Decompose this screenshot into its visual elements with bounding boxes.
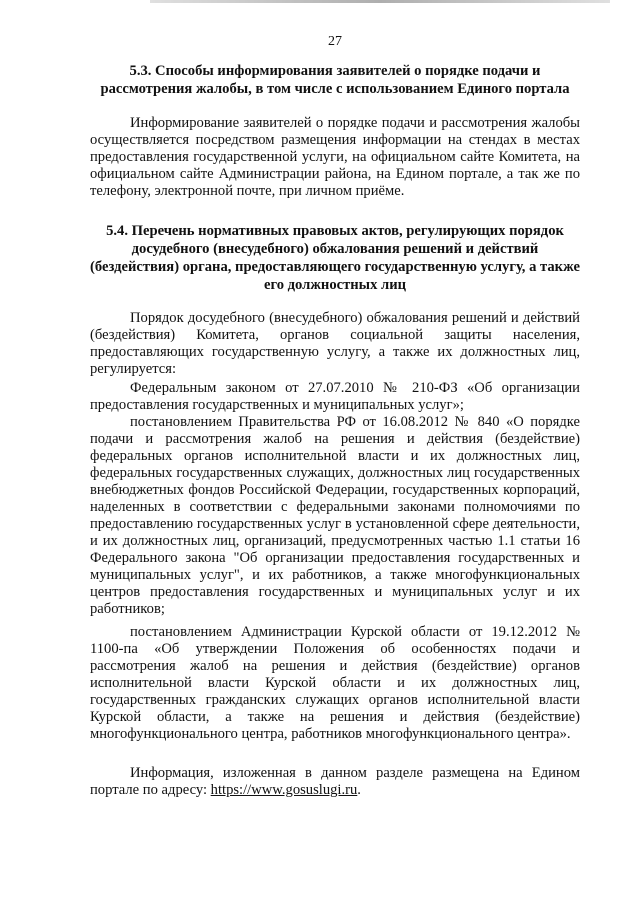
section-5-3-heading: 5.3. Способы информирования заявителей о порядке подачи и рассмотрения жалобы, в том числе с использованием Единого портала bbox=[100, 63, 570, 97]
page-number: 27 bbox=[328, 34, 342, 49]
resolution-1100-pa: постановлением Администрации Курской области от 19.12.2012 № 1100-па «Об утверждении Положения об особенностях подачи и рассмотрения жалоб на решения и действия (бездействие) органов исполнительной власти Курской области и их должностных лиц, государственных гражданских служащих органов исполнительной власти Курской области, а также на решения и действия (бездействие) многофункционального центра, работников многофункционального центра». bbox=[90, 624, 580, 742]
info-text: Информация, изложенная в данном разделе размещена на Едином портале по адресу: bbox=[90, 765, 580, 798]
section-5-4-intro: Порядок досудебного (внесудебного) обжалования решений и действий (бездействия) Комитета, органов социальной защиты населения, предоставляющих государственную услугу, а также их должностных лиц, регулируется: bbox=[90, 310, 580, 377]
gosuslugi-link[interactable]: https://www.gosuslugi.ru bbox=[210, 782, 358, 798]
section-5-4-heading: 5.4. Перечень нормативных правовых актов, регулирующих порядок досудебного (внесудебного) обжалования решений и действий (бездействия) органа, предоставляющего государственную услугу, а также его должностных лиц bbox=[90, 223, 580, 293]
resolution-840: постановлением Правительства РФ от 16.08.2012 № 840 «О порядке подачи и рассмотрения жалоб на решения и действия (бездействие) федеральных органов исполнительной власти и их должностных лиц, федеральных государственных служащих, должностных лиц государственных внебюджетных фондов Российской Федерации, государственных корпораций, наделенных в соответствии с федеральными законами полномочиями по предоставлению государственных услуг в установленной сфере деятельности, и их должностных лиц, организаций, предусмотренных частью 1.1 статьи 16 Федерального закона "Об организации предоставления государственных и муниципальных услуг", и их работников, а также многофункциональных центров предоставления государственных и муниципальных услуг и их работников; bbox=[90, 414, 580, 617]
document-page bbox=[90, 0, 580, 905]
section-5-4-info bbox=[90, 765, 580, 799]
law-210-fz: Федеральным законом от 27.07.2010 № 210-ФЗ «Об организации предоставления государственных и муниципальных услуг»; bbox=[90, 380, 580, 413]
info-end: . bbox=[357, 782, 361, 798]
section-5-3-text: Информирование заявителей о порядке подачи и рассмотрения жалобы осуществляется посредством размещения информации на стендах в местах предоставления государственной услуги, на официальном сайте Комитета, на официальном сайте Администрации района, на Едином портале, а так же по телефону, электронной почте, при личном приёме. bbox=[90, 115, 580, 199]
